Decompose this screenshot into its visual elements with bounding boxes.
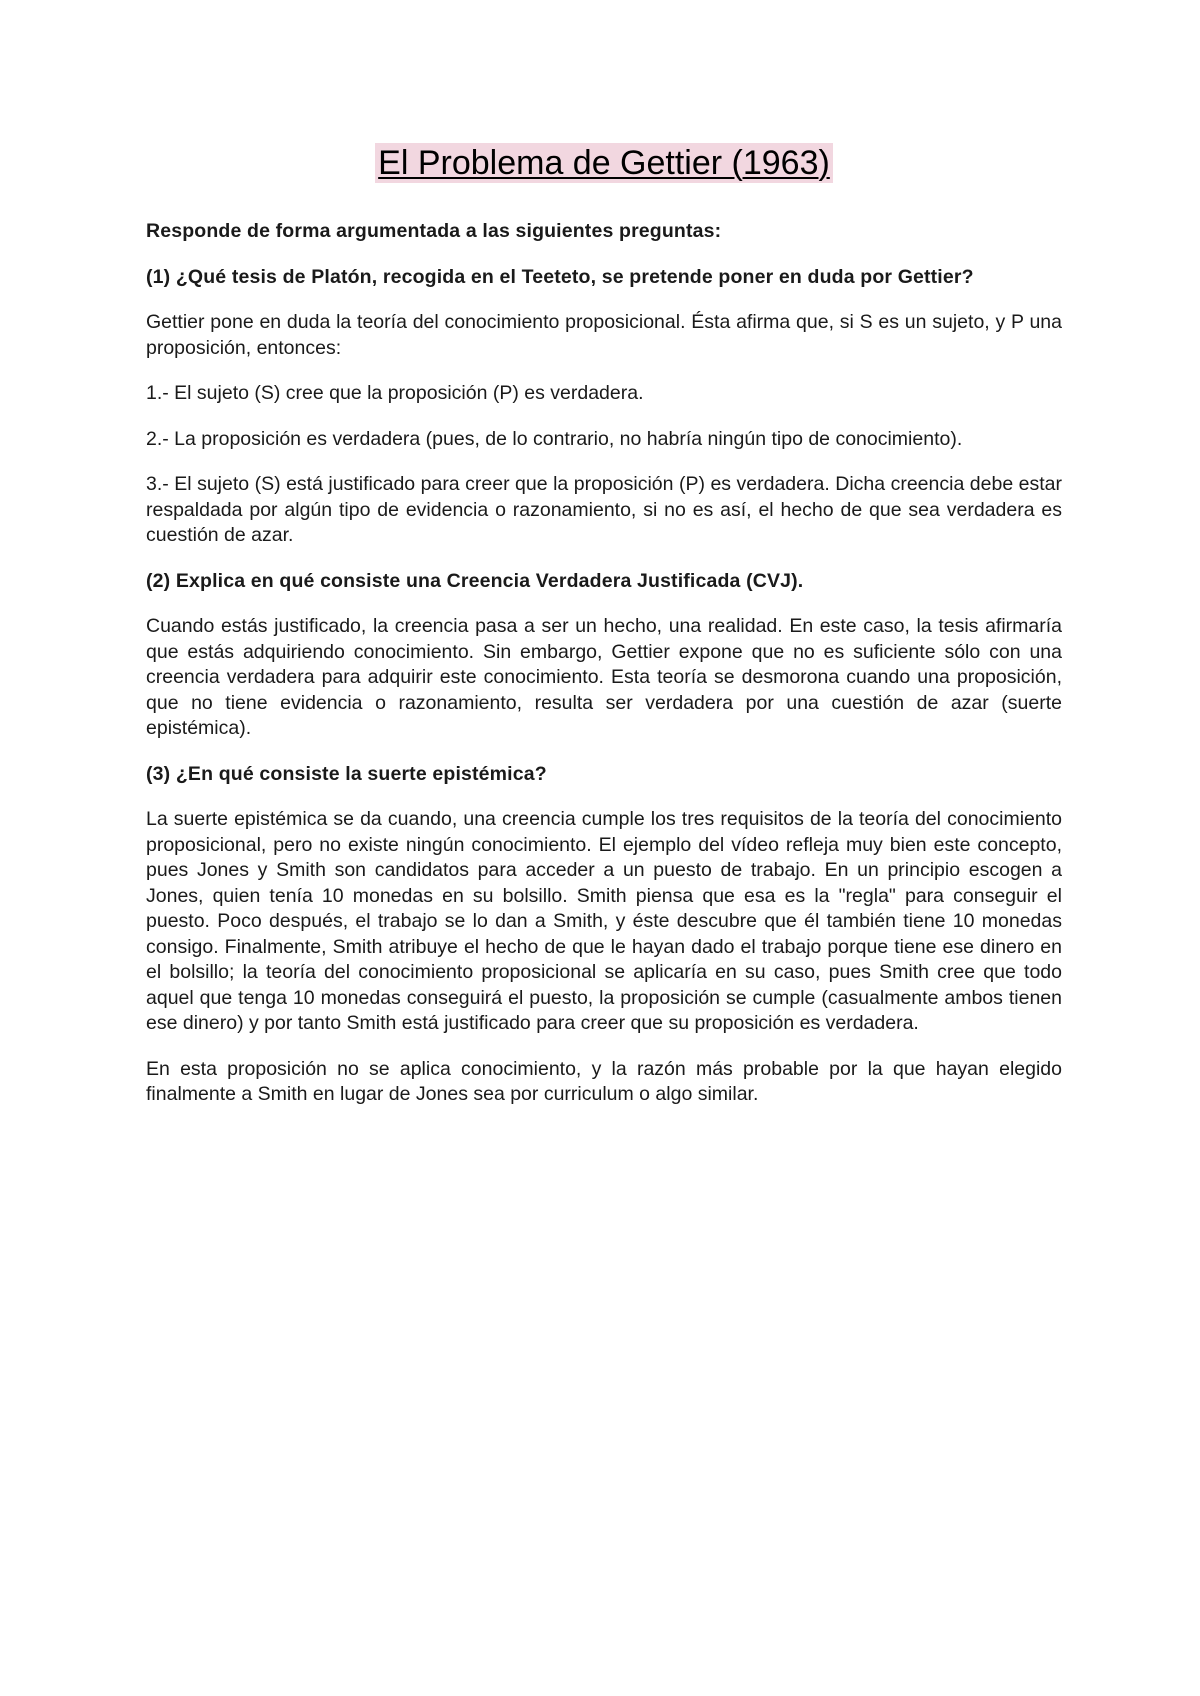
answer-3-paragraph-2: En esta proposición no se aplica conocimiento, y la razón más probable por la que hayan elegido finalmente a Smith en lugar de Jones sea por curriculum o algo similar.	[146, 1057, 1062, 1105]
answer-1-item-1: 1.- El sujeto (S) cree que la proposición (P) es verdadera.	[146, 382, 644, 404]
title-container	[146, 143, 1062, 183]
document-body	[146, 143, 1062, 1128]
answer-1-intro: Gettier pone en duda la teoría del conocimiento proposicional. Ésta afirma que, si S es un sujeto, y P una proposición, entonces:	[146, 311, 1062, 359]
question-3: (3) ¿En qué consiste la suerte epistémica?	[146, 762, 547, 785]
answer-2: Cuando estás justificado, la creencia pasa a ser un hecho, una realidad. En este caso, la tesis afirmaría que estás adquiriendo conocimiento. Sin embargo, Gettier expone que no es suficiente sólo con una creencia verdadera para adquirir este conocimiento. Esta teoría se desmorona cuando una proposición, que no tiene evidencia o razonamiento, resulta ser verdadera por una cuestión de azar (suerte epistémica).	[146, 615, 1062, 739]
document-title: El Problema de Gettier (1963)	[375, 143, 833, 183]
question-1: (1) ¿Qué tesis de Platón, recogida en el Teeteto, se pretende poner en duda por Gettier?	[146, 265, 974, 288]
answer-3-paragraph-1: La suerte epistémica se da cuando, una creencia cumple los tres requisitos de la teoría del conocimiento proposicional, pero no existe ningún conocimiento. El ejemplo del vídeo refleja muy bien este concepto, pues Jones y Smith son candidatos para acceder a un puesto de trabajo. En un principio escogen a Jones, quien tenía 10 monedas en su bolsillo. Smith piensa que esa es la "regla" para conseguir el puesto. Poco después, el trabajo se lo dan a Smith, y éste descubre que él también tiene 10 monedas consigo. Finalmente, Smith atribuye el hecho de que le hayan dado el trabajo porque tiene ese dinero en el bolsillo; la teoría del conocimiento proposicional se aplicaría en su caso, pues Smith cree que todo aquel que tenga 10 monedas conseguirá el puesto, la proposición se cumple (casualmente ambos tienen ese dinero) y por tanto Smith está justificado para creer que su proposición es verdadera.	[146, 808, 1062, 1034]
answer-1-item-2: 2.- La proposición es verdadera (pues, de lo contrario, no habría ningún tipo de conocimiento).	[146, 427, 963, 450]
instruction-text: Responde de forma argumentada a las siguientes preguntas:	[146, 220, 722, 242]
answer-1-item-3: 3.- El sujeto (S) está justificado para creer que la proposición (P) es verdadera. Dicha creencia debe estar respaldada por algún tipo de evidencia o razonamiento, si no es así, el hecho de que sea verdadera es cuestión de azar.	[146, 473, 1062, 546]
question-2: (2) Explica en qué consiste una Creencia Verdadera Justificada (CVJ).	[146, 569, 804, 592]
